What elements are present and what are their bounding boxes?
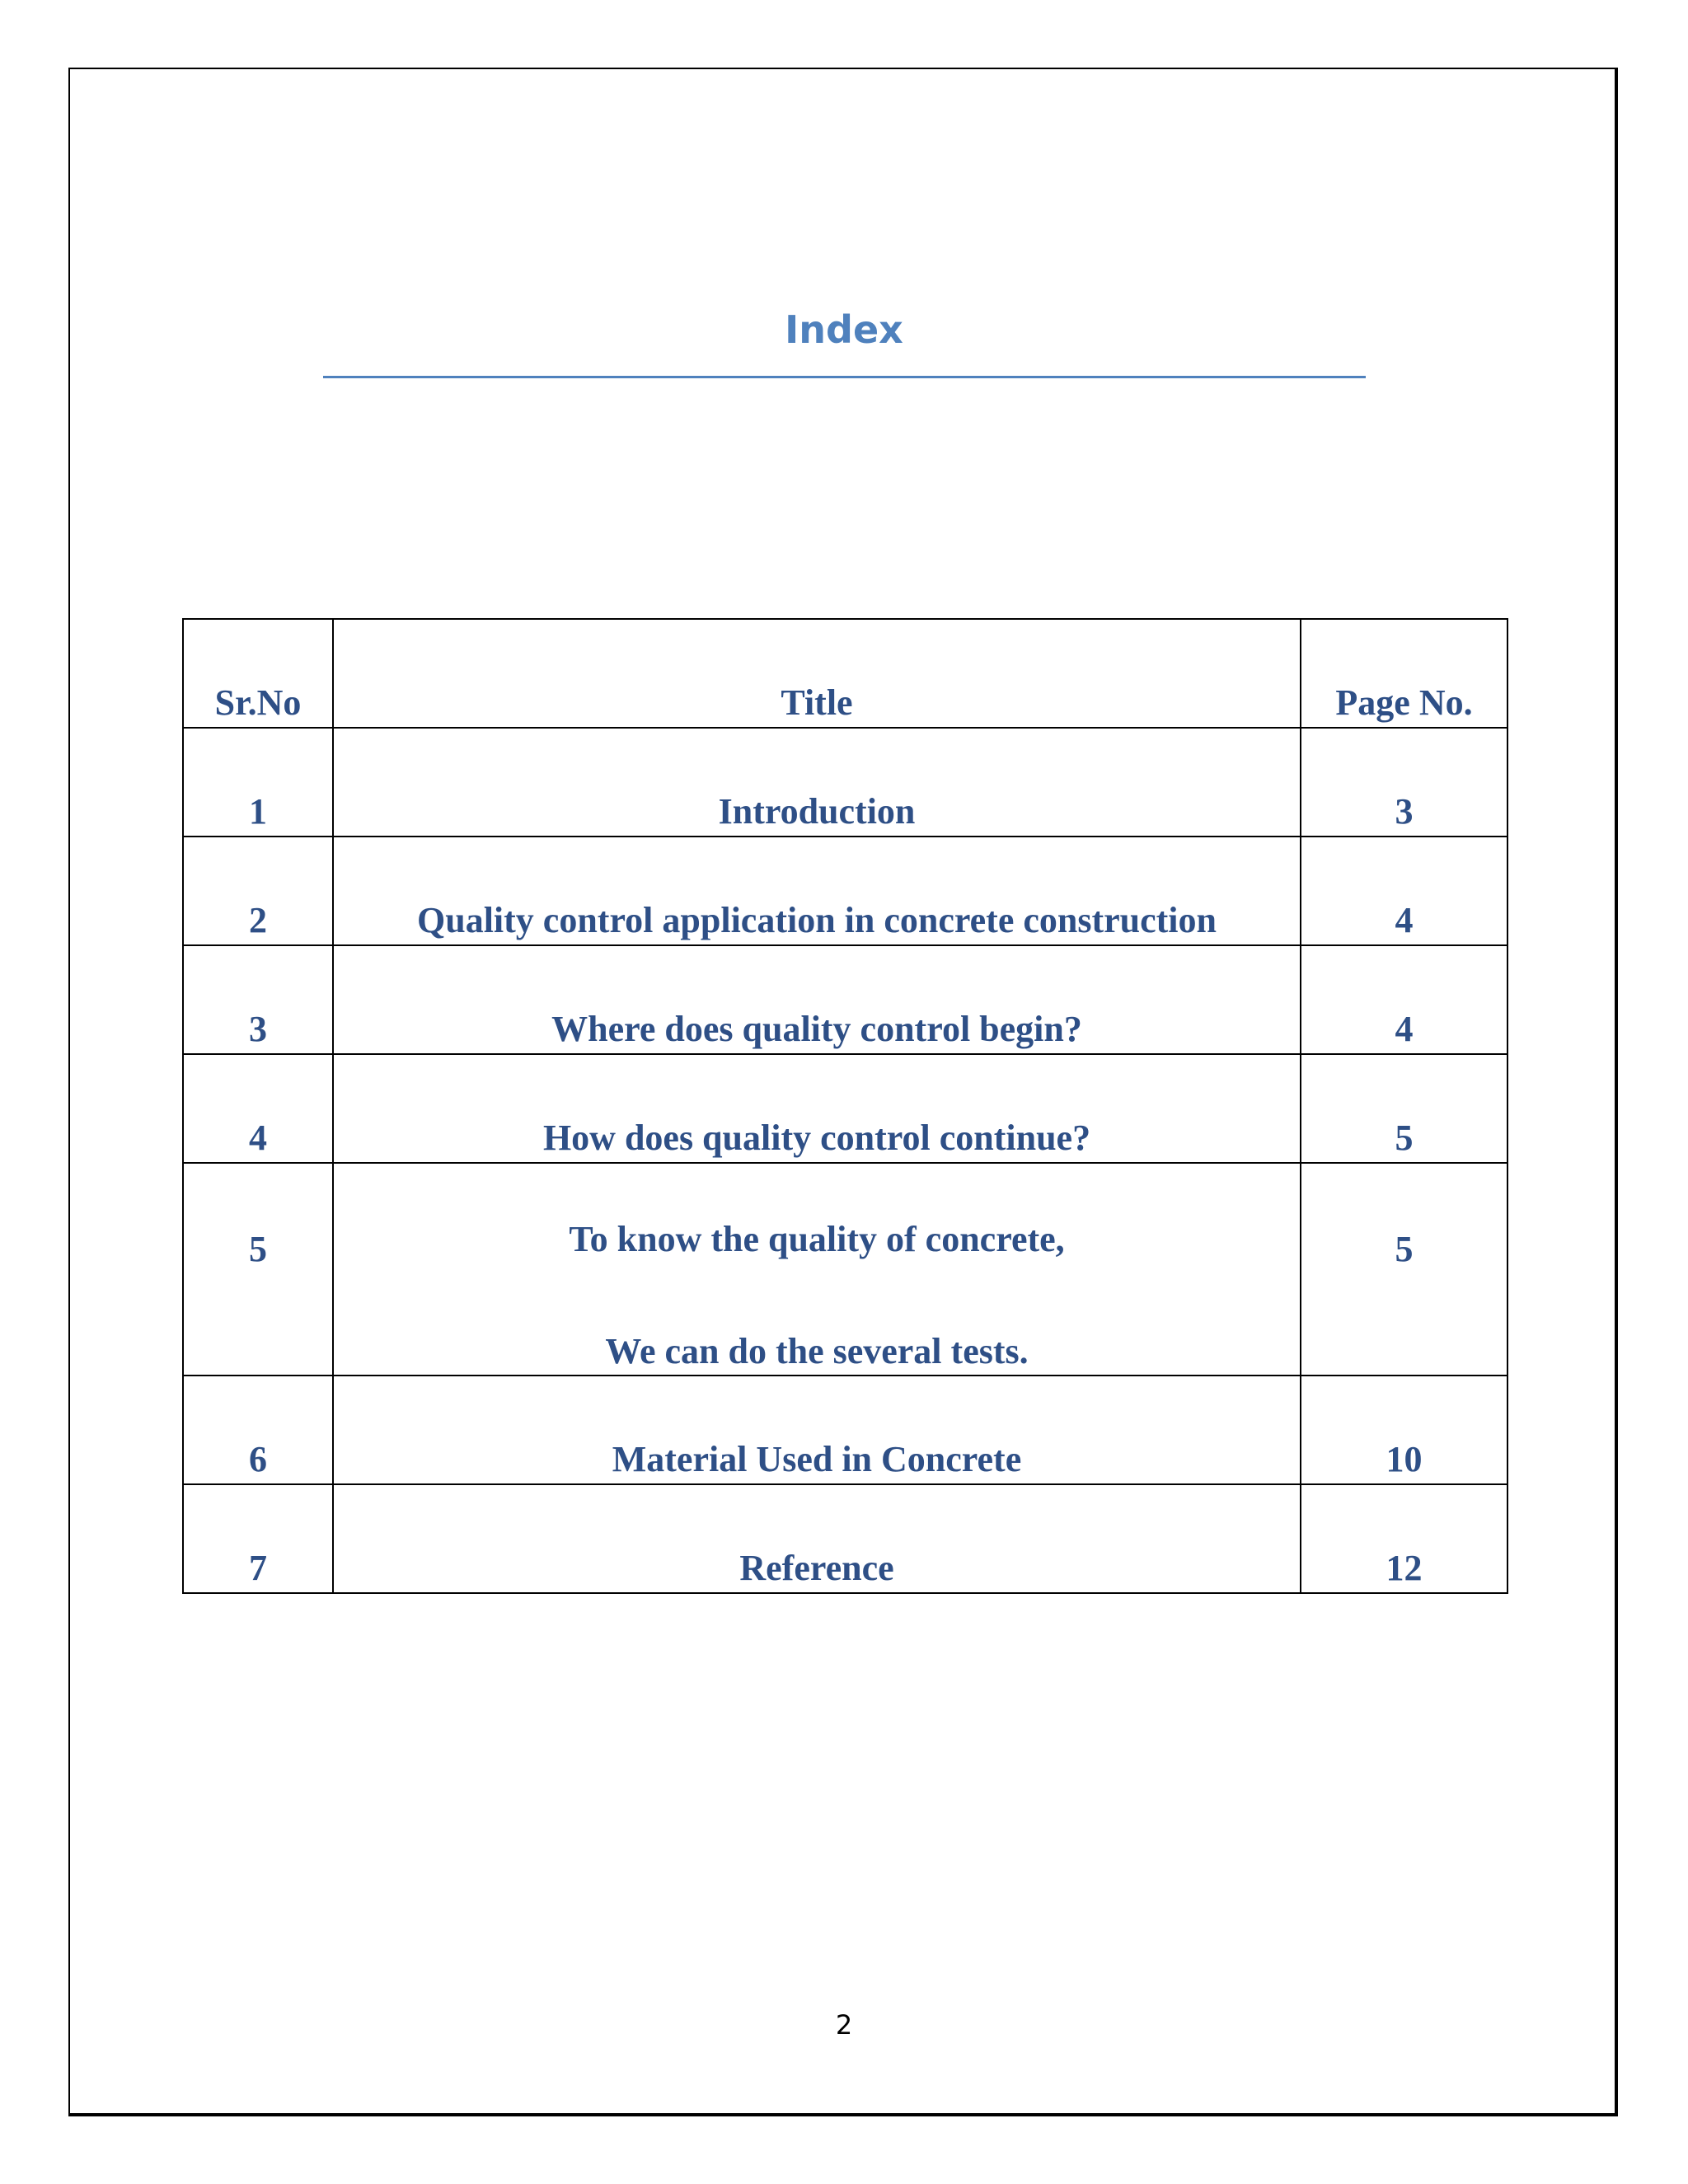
header-sr-no: Sr.No — [183, 619, 333, 728]
row-sr-no: 1 — [183, 728, 333, 837]
table-row — [183, 1163, 1507, 1376]
row-title: Introduction — [333, 728, 1301, 837]
row-page-no: 3 — [1301, 728, 1507, 837]
row-sr-no: 7 — [183, 1484, 333, 1593]
row-title-line-1: To know the quality of concrete, — [569, 1219, 1065, 1259]
table-row — [183, 945, 1507, 1054]
page-title: Index — [785, 307, 903, 352]
table-row — [183, 1484, 1507, 1593]
row-page-no: 4 — [1301, 837, 1507, 945]
row-title: Reference — [333, 1484, 1301, 1593]
row-page-no: 5 — [1301, 1054, 1507, 1163]
table-row — [183, 837, 1507, 945]
table-row — [183, 728, 1507, 837]
title-underline — [323, 376, 1366, 378]
row-title: Material Used in Concrete — [333, 1376, 1301, 1484]
header-page-no: Page No. — [1301, 619, 1507, 728]
table-row — [183, 1376, 1507, 1484]
row-sr-no: 3 — [183, 945, 333, 1054]
row-page-no: 12 — [1301, 1484, 1507, 1593]
row-page-no: 10 — [1301, 1376, 1507, 1484]
row-sr-no: 4 — [183, 1054, 333, 1163]
row-sr-no: 5 — [183, 1163, 333, 1376]
index-table — [182, 618, 1508, 1594]
row-title: Where does quality control begin? — [333, 945, 1301, 1054]
row-page-no: 5 — [1301, 1163, 1507, 1376]
row-sr-no: 2 — [183, 837, 333, 945]
row-sr-no: 6 — [183, 1376, 333, 1484]
table-header-row — [183, 619, 1507, 728]
row-title — [333, 1163, 1301, 1376]
table-row — [183, 1054, 1507, 1163]
page-number: 2 — [835, 2009, 853, 2041]
row-title: Quality control application in concrete construction — [333, 837, 1301, 945]
row-title-line-2: We can do the several tests. — [605, 1331, 1029, 1371]
row-page-no: 4 — [1301, 945, 1507, 1054]
row-title: How does quality control continue? — [333, 1054, 1301, 1163]
header-title: Title — [333, 619, 1301, 728]
